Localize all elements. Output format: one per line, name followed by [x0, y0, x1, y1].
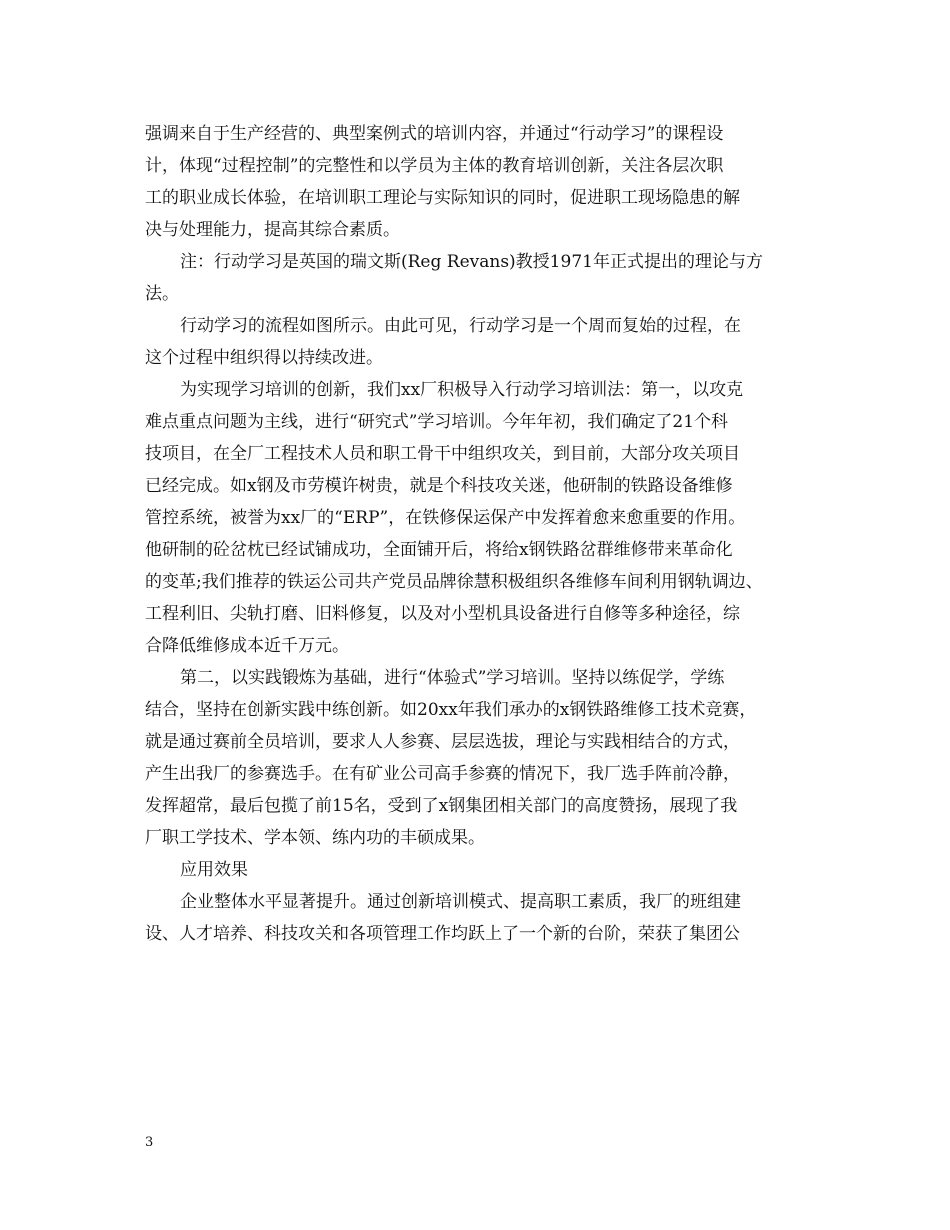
text-line: 强调来自于生产经营的、典型案例式的培训内容，并通过“行动学习”的课程设 — [145, 124, 724, 144]
text-line: 的变革;我们推荐的铁运公司共产党员品牌徐慧积极组织各维修车间利用钢轨调边、 — [145, 572, 763, 592]
text-line: 合降低维修成本近千万元。 — [145, 636, 349, 656]
text-line: 就是通过赛前全员培训，要求人人参赛、层层选拔，理论与实践相结合的方式， — [145, 732, 740, 752]
body-text — [145, 118, 825, 950]
text-line: 已经完成。如x钢及市劳模许树贵，就是个科技攻关迷，他研制的铁路设备维修 — [145, 476, 733, 496]
text-line: 管控系统，被誉为xx厂的“ERP”，在铁修保运保产中发挥着愈来愈重要的作用。 — [145, 508, 746, 528]
text-line: 他研制的砼岔枕已经试铺成功，全面铺开后，将给x钢铁路岔群维修带来革命化 — [145, 540, 733, 560]
text-line: 产生出我厂的参赛选手。在有矿业公司高手参赛的情况下，我厂选手阵前冷静， — [145, 764, 740, 784]
text-line: 设、人才培养、科技攻关和各项管理工作均跃上了一个新的台阶，荣获了集团公 — [145, 924, 740, 944]
text-line: 第二，以实践锻炼为基础，进行“体验式”学习培训。坚持以练促学，学练 — [180, 668, 725, 688]
text-line: 厂职工学技术、学本领、练内功的丰硕成果。 — [145, 828, 485, 848]
text-line: 企业整体水平显著提升。通过创新培训模式、提高职工素质，我厂的班组建 — [180, 892, 741, 912]
text-line: 法。 — [145, 284, 179, 304]
text-line: 发挥超常，最后包揽了前15名，受到了x钢集团相关部门的高度赞扬，展现了我 — [145, 796, 738, 816]
text-line: 结合，坚持在创新实践中练创新。如20xx年我们承办的x钢铁路维修工技术竞赛， — [145, 700, 757, 720]
text-line: 行动学习的流程如图所示。由此可见，行动学习是一个周而复始的过程，在 — [180, 316, 741, 336]
text-line: 应用效果 — [180, 860, 248, 880]
text-line: 难点重点问题为主线，进行“研究式”学习培训。今年年初，我们确定了21个科 — [145, 412, 729, 432]
text-line: 工程利旧、尖轨打磨、旧料修复，以及对小型机具设备进行自修等多种途径，综 — [145, 604, 740, 624]
text-line: 为实现学习培训的创新，我们xx厂积极导入行动学习培训法：第一，以攻克 — [180, 380, 744, 400]
text-line: 注：行动学习是英国的瑞文斯(Reg Revans)教授1971年正式提出的理论与方 — [180, 252, 763, 272]
text-line: 技项目，在全厂工程技术人员和职工骨干中组织攻关，到目前，大部分攻关项目 — [145, 444, 740, 464]
text-line: 工的职业成长体验，在培训职工理论与实际知识的同时，促进职工现场隐患的解 — [145, 188, 740, 208]
text-line: 决与处理能力，提高其综合素质。 — [145, 220, 400, 240]
text-line: 这个过程中组织得以持续改进。 — [145, 348, 383, 368]
text-line: 计，体现“过程控制”的完整性和以学员为主体的教育培训创新，关注各层次职 — [145, 156, 724, 176]
page-number: 3 — [145, 1135, 154, 1150]
